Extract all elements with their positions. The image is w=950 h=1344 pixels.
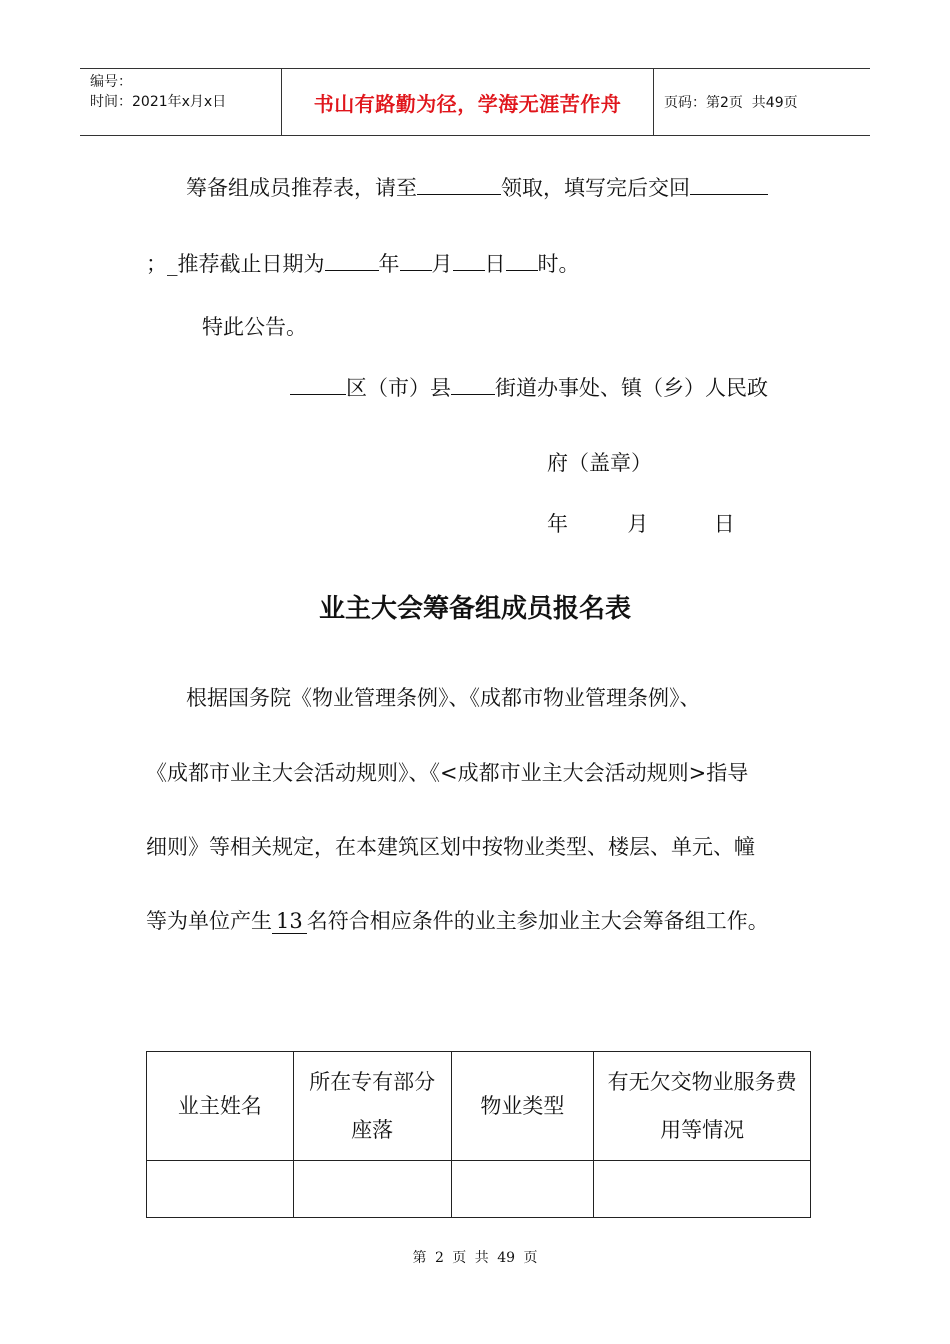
notice-line-3: 特此公告。 xyxy=(202,315,307,339)
blank-underline xyxy=(690,174,768,195)
notice-text: 年 xyxy=(378,252,400,276)
header-meta xyxy=(80,69,282,135)
header-text: 所在专有部分 xyxy=(309,1070,436,1094)
signature-line xyxy=(290,372,768,402)
blank-underline xyxy=(506,250,538,271)
time-label: 时间：2021年x月x日 xyxy=(90,94,227,110)
registration-table xyxy=(146,1051,811,1218)
notice-text: 筹备组成员推荐表，请至 xyxy=(186,176,417,200)
notice-text: ；_推荐截止日期为 xyxy=(146,252,325,276)
form-para-line-1: 根据国务院《物业管理条例》、《成都市物业管理条例》、 xyxy=(186,686,701,710)
table-cell[interactable] xyxy=(147,1161,294,1218)
notice-text: 月 xyxy=(431,252,453,276)
header-text: 有无欠交物业服务费 xyxy=(607,1070,797,1094)
form-para-line-3: 细则》等相关规定，在本建筑区划中按物业类型、楼层、单元、幢 xyxy=(146,835,755,859)
table-cell[interactable] xyxy=(293,1161,451,1218)
header-motto: 书山有路勤为径，学海无涯苦作舟 xyxy=(282,69,654,135)
header-page-info: 页码：第2页 共49页 xyxy=(664,95,798,111)
form-para-line-2: 《成都市业主大会活动规则》、《<成都市业主大会活动规则>指导 xyxy=(146,761,749,785)
blank-underline xyxy=(325,250,379,271)
table-header-row xyxy=(147,1052,811,1161)
blank-underline xyxy=(453,250,485,271)
notice-text: 日 xyxy=(484,252,506,276)
signature-seal: 府（盖章） xyxy=(547,451,652,475)
notice-text: 领取，填写完后交回 xyxy=(501,176,690,200)
page-footer: 第 2 页 共 49 页 xyxy=(412,1250,538,1266)
code-label: 编号： xyxy=(90,74,132,90)
header-owner-name: 业主姓名 xyxy=(147,1052,294,1161)
date-year: 年 xyxy=(547,512,568,536)
member-count: 13 xyxy=(272,909,307,934)
blank-underline xyxy=(417,174,501,195)
form-text: 名符合相应条件的业主参加业主大会筹备组工作。 xyxy=(306,909,769,933)
header-unit-location xyxy=(293,1052,451,1161)
header-arrears-status xyxy=(594,1052,811,1161)
table-row xyxy=(147,1161,811,1218)
table-cell[interactable] xyxy=(594,1161,811,1218)
header-property-type: 物业类型 xyxy=(451,1052,594,1161)
header-text: 座落 xyxy=(351,1118,394,1142)
page-header xyxy=(80,68,870,136)
notice-text: 时。 xyxy=(537,252,580,276)
notice-text: 区（市）县 xyxy=(346,376,451,400)
form-text: 等为单位产生 xyxy=(146,909,272,933)
date-month: 月 xyxy=(627,512,649,536)
table-cell[interactable] xyxy=(451,1161,594,1218)
form-para-line-4 xyxy=(146,905,769,935)
blank-underline xyxy=(290,374,346,395)
blank-underline xyxy=(400,250,432,271)
notice-text: 街道办事处、镇（乡）人民政 xyxy=(495,376,768,400)
header-text: 用等情况 xyxy=(660,1118,745,1142)
notice-line-2 xyxy=(146,248,580,278)
date-day: 日 xyxy=(713,512,735,536)
signature-date xyxy=(547,508,735,538)
form-title: 业主大会筹备组成员报名表 xyxy=(318,594,631,624)
blank-underline xyxy=(451,374,495,395)
notice-line-1 xyxy=(186,172,768,202)
